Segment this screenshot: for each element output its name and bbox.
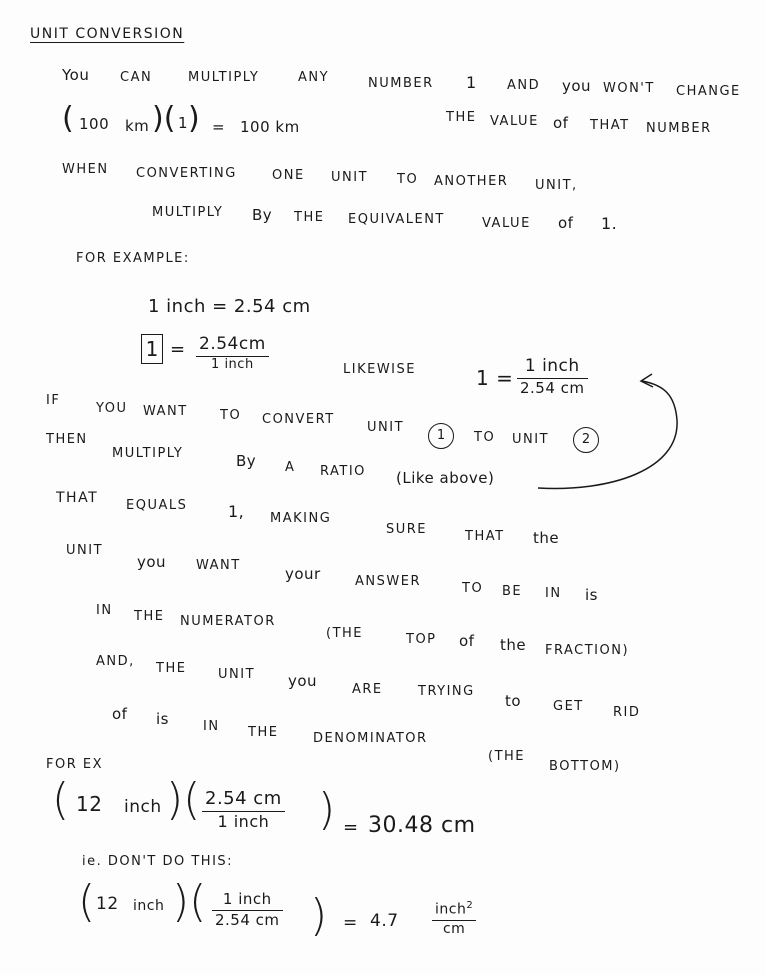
text-word: YOU [96,401,128,416]
numerator: inch [435,901,467,918]
text-word: ANSWER [355,574,421,589]
text-word: 1 [466,73,478,92]
denominator: cm [432,920,476,937]
text-word: is [156,710,169,728]
paren-join: )( [172,876,207,927]
numerator: 2.54cm [199,334,266,354]
text-word: ANY [298,70,330,85]
text-word: THAT [56,490,99,506]
text-word: of [112,705,128,723]
text-word: NUMBER [368,76,434,91]
open-paren: ( [78,876,96,927]
text-word: RID [613,705,641,720]
paren-join: )( [152,101,176,136]
factor-one: 1 [178,114,189,132]
result: 100 km [240,118,300,136]
text-word: DENOMINATOR [313,731,428,746]
text-word: THE [156,661,187,676]
result: 4.7 [370,911,399,931]
denominator: 1 inch [196,356,269,372]
close-paren: ) [318,784,336,835]
text-word: the [533,529,560,547]
text-word: TOP [406,632,437,647]
text-word: you [288,672,318,690]
section-label: FOR EX [46,757,103,772]
text-word: TO [474,430,496,445]
fraction [202,788,285,831]
text-word: FRACTION) [545,643,630,658]
open-paren: ( [52,774,70,825]
factor-number: 12 [76,792,103,816]
section-label: FOR EXAMPLE: [76,251,190,266]
result-unit-fraction [432,900,476,937]
text-word: THAT [465,529,505,544]
text-word: of [459,632,475,650]
text-word: MAKING [270,511,332,526]
denominator: 2.54 cm [212,910,283,929]
text-word: BOTTOM) [549,759,621,774]
text-word: ONE [272,168,305,183]
text-word: THE [134,609,165,624]
text-word: MULTIPLY [188,70,260,85]
result: 30.48 cm [368,813,476,838]
text-word: the [500,636,527,654]
text-word: 1, [228,502,245,521]
text-word: of [558,214,574,232]
equals-sign: = [343,913,358,933]
warning-label: ie. DON'T DO THIS: [82,854,234,869]
text-word: NUMERATOR [180,614,276,629]
text-word: GET [553,699,584,714]
text-word: IN [545,586,562,601]
text-word: you [137,553,167,571]
text-word: CONVERT [262,412,335,427]
denominator: 2.54 cm [517,378,588,397]
text-word: WHEN [62,162,109,177]
numerator: 2.54 cm [205,788,282,809]
text-word: to [505,692,522,710]
text-word: UNIT [66,543,104,558]
boxed-one: 1 [141,334,163,364]
equals-sign: = [170,339,186,360]
equality: 1 inch = 2.54 cm [148,296,311,317]
text-word: WON'T [603,81,655,96]
close-paren: ) [188,101,200,136]
paren-join: )( [166,774,201,825]
text-word: (THE [488,749,526,764]
page-title: UNIT CONVERSION [30,26,185,42]
text-word: AND [507,78,541,93]
factor-unit: inch [133,898,165,914]
text-word: IF [46,393,61,408]
text-word: CHANGE [676,84,741,99]
text-word: ARE [352,682,383,697]
factor-unit: inch [124,797,162,817]
text-word: THAT [590,118,630,133]
equals-sign: = [343,817,359,838]
text-word: UNIT [367,420,405,435]
text-word: MULTIPLY [112,446,184,461]
unit-two-circle: 2 [573,427,599,453]
text-word: SURE [386,522,428,537]
numerator: 1 inch [222,890,272,908]
text-word: UNIT, [535,178,578,193]
text-word: IN [96,603,113,618]
text-word: THEN [46,432,88,447]
text-word: TO [397,172,419,187]
text-word: THE [446,110,477,125]
text-word: THE [248,725,279,740]
text-word: your [285,565,321,583]
text-word: RATIO [320,464,366,479]
fraction-lhs: 1 = [476,366,514,390]
text-word: 1. [601,214,618,233]
text-word: AND, [96,654,135,669]
numerator: 1 inch [524,356,580,376]
denominator: 1 inch [202,811,285,831]
unit-one-circle: 1 [428,423,454,449]
open-paren: ( [62,101,74,136]
text-word: WANT [196,558,241,573]
text-word: TO [220,408,242,423]
fraction [212,890,283,929]
text-word: MULTIPLY [152,205,224,220]
text-word: By [252,206,273,224]
exponent: 2 [466,900,474,911]
text-word: LIKEWISE [343,362,416,377]
text-word: You [62,66,90,84]
text-word: of [553,114,569,132]
text-word: By [236,452,257,470]
text-word: TRYING [418,684,475,699]
text-word: UNIT [331,170,369,185]
factor-number: 100 [79,115,110,133]
text-word: UNIT [512,432,550,447]
text-word: CAN [120,70,153,85]
text-word: VALUE [490,114,539,129]
text-word: you [562,77,592,95]
text-word: UNIT [218,667,256,682]
factor-number: 12 [96,894,119,914]
text-word: IN [203,719,220,734]
equals-sign: = [212,118,226,136]
text-word: EQUIVALENT [348,212,445,227]
text-word: A [285,460,296,475]
text-word: THE [294,210,325,225]
text-word: TO [462,581,484,596]
text-word: (Like above) [396,469,495,487]
text-word: ANOTHER [434,174,509,189]
text-word: BE [502,584,523,599]
text-word: EQUALS [126,498,188,513]
close-paren: ) [310,890,328,941]
text-word: is [585,586,598,604]
factor-unit: km [125,117,150,135]
text-word: (THE [326,626,364,641]
text-word: CONVERTING [136,166,237,181]
text-word: WANT [143,404,188,419]
text-word: NUMBER [646,121,712,136]
text-word: VALUE [482,216,531,231]
